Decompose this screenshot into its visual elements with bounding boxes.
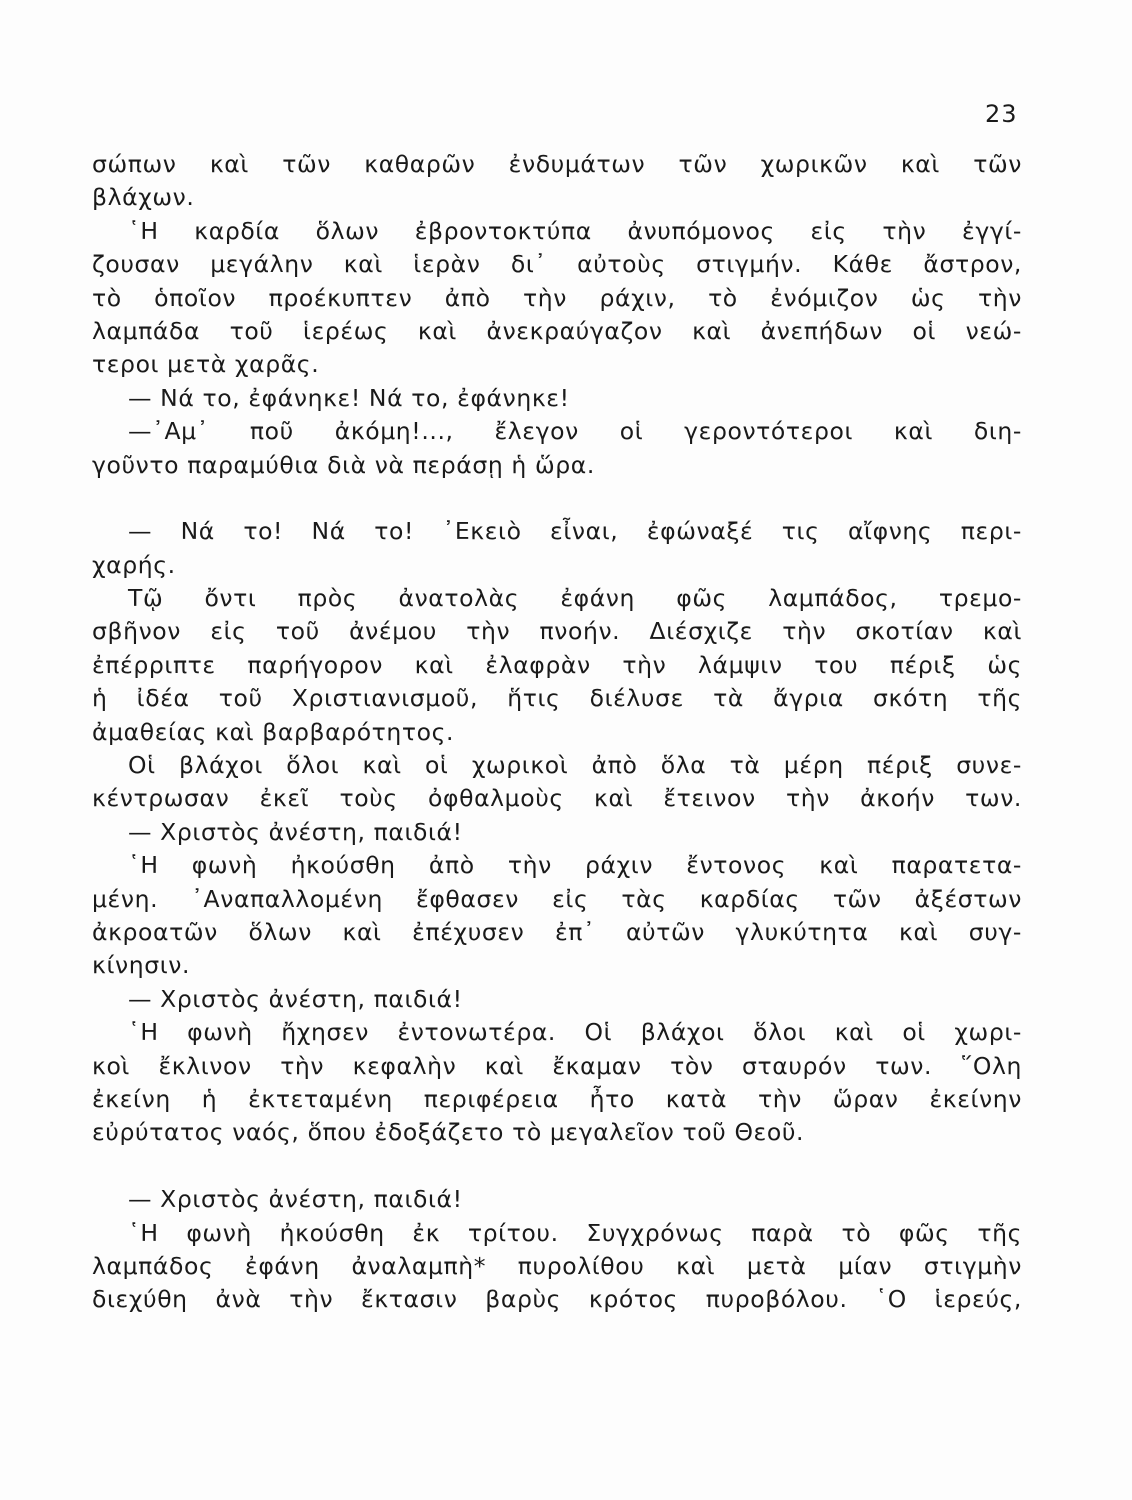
text-line: λαμπάδος ἐφάνη ἀναλαμπὴ* πυρολίθου καὶ μετὰ μίαν στιγμὴν bbox=[92, 1251, 1022, 1280]
text-line: ἡ ἰδέα τοῦ Χριστιανισμοῦ, ἥτις διέλυσε τὰ ἄγρια σκότη τῆς bbox=[92, 684, 1022, 713]
text-line: διεχύθη ἀνὰ τὴν ἔκτασιν βαρὺς κρότος πυροβόλου. ῾Ο ἱερεύς, bbox=[92, 1285, 1022, 1314]
text-line: ἀμαθείας καὶ βαρβαρότητος. bbox=[92, 717, 455, 746]
text-line: — Χριστὸς ἀνέστη, παιδιά! bbox=[128, 1185, 463, 1214]
paragraph-gap bbox=[92, 482, 1022, 515]
text-line: κοὶ ἔκλινον τὴν κεφαλὴν καὶ ἔκαμαν τὸν σταυρόν των. ῞Ολη bbox=[92, 1051, 1022, 1080]
text-line: — Χριστὸς ἀνέστη, παιδιά! bbox=[128, 984, 463, 1013]
text-line: ῾Η φωνὴ ἠκούσθη ἐκ τρίτου. Συγχρόνως παρὰ τὸ φῶς τῆς bbox=[128, 1218, 1022, 1247]
paragraph-gap bbox=[92, 1150, 1022, 1183]
text-line: ῾Η καρδία ὅλων ἐβροντοκτύπα ἀνυπόμονος εἰς τὴν ἐγγί- bbox=[128, 216, 1022, 245]
text-line: — Νά το! Νά το! ᾽Εκειὸ εἶναι, ἐφώναξέ τις αἴφνης περι- bbox=[128, 517, 1022, 546]
text-line: τὸ ὁποῖον προέκυπτεν ἀπὸ τὴν ράχιν, τὸ ἐνόμιζον ὡς τὴν bbox=[92, 283, 1022, 312]
text-line: Τῷ ὄντι πρὸς ἀνατολὰς ἐφάνη φῶς λαμπάδος, τρεμο- bbox=[128, 584, 1022, 613]
page-number: 23 bbox=[985, 100, 1018, 128]
text-line: μένη. ᾽Αναπαλλομένη ἔφθασεν εἰς τὰς καρδίας τῶν ἀξέστων bbox=[92, 884, 1022, 913]
body-text bbox=[92, 148, 1022, 1317]
text-line: βλάχων. bbox=[92, 183, 195, 212]
text-line: ἐπέρριπτε παρήγορον καὶ ἐλαφρὰν τὴν λάμψιν του πέριξ ὡς bbox=[92, 650, 1022, 679]
text-line: κέντρωσαν ἐκεῖ τοὺς ὀφθαλμοὺς καὶ ἔτεινον τὴν ἀκοήν των. bbox=[92, 784, 1022, 813]
text-line: ῾Η φωνὴ ἤχησεν ἐντονωτέρα. Οἱ βλάχοι ὅλοι καὶ οἱ χωρι- bbox=[128, 1018, 1022, 1047]
text-line: — Χριστὸς ἀνέστη, παιδιά! bbox=[128, 817, 463, 846]
text-line: χαρής. bbox=[92, 550, 176, 579]
text-line: ἐκείνη ἡ ἐκτεταμένη περιφέρεια ἦτο κατὰ τὴν ὥραν ἐκείνην bbox=[92, 1084, 1022, 1113]
text-line: ῾Η φωνὴ ἠκούσθη ἀπὸ τὴν ράχιν ἔντονος καὶ παρατετα- bbox=[128, 851, 1022, 880]
text-line: σώπων καὶ τῶν καθαρῶν ἐνδυμάτων τῶν χωρικῶν καὶ τῶν bbox=[92, 150, 1022, 178]
text-line: Οἱ βλάχοι ὅλοι καὶ οἱ χωρικοὶ ἀπὸ ὅλα τὰ μέρη πέριξ συνε- bbox=[128, 751, 1022, 780]
text-line: εὐρύτατος ναός, ὅπου ἐδοξάζετο τὸ μεγαλεῖον τοῦ Θεοῦ. bbox=[92, 1118, 805, 1147]
text-line: σβῆνον εἰς τοῦ ἀνέμου τὴν πνοήν. Διέσχιζε τὴν σκοτίαν καὶ bbox=[92, 617, 1022, 646]
text-line: ἀκροατῶν ὅλων καὶ ἐπέχυσεν ἐπ᾽ αὐτῶν γλυκύτητα καὶ συγ- bbox=[92, 917, 1022, 946]
text-line: — Νά το, ἐφάνηκε! Νά το, ἐφάνηκε! bbox=[128, 383, 570, 412]
text-line: κίνησιν. bbox=[92, 951, 191, 980]
text-line: λαμπάδα τοῦ ἱερέως καὶ ἀνεκραύγαζον καὶ ἀνεπήδων οἱ νεώ- bbox=[92, 316, 1022, 345]
text-line: τεροι μετὰ χαρᾶς. bbox=[92, 350, 320, 379]
text-line: ζουσαν μεγάλην καὶ ἱερὰν δι᾽ αὐτοὺς στιγμήν. Κάθε ἄστρον, bbox=[92, 250, 1022, 279]
text-line: γοῦντο παραμύθια διὰ νὰ περάσῃ ἡ ὥρα. bbox=[92, 450, 595, 479]
text-line: —᾽Αμ᾽ ποῦ ἀκόμη!..., ἔλεγον οἱ γεροντότεροι καὶ διη- bbox=[128, 417, 1022, 446]
